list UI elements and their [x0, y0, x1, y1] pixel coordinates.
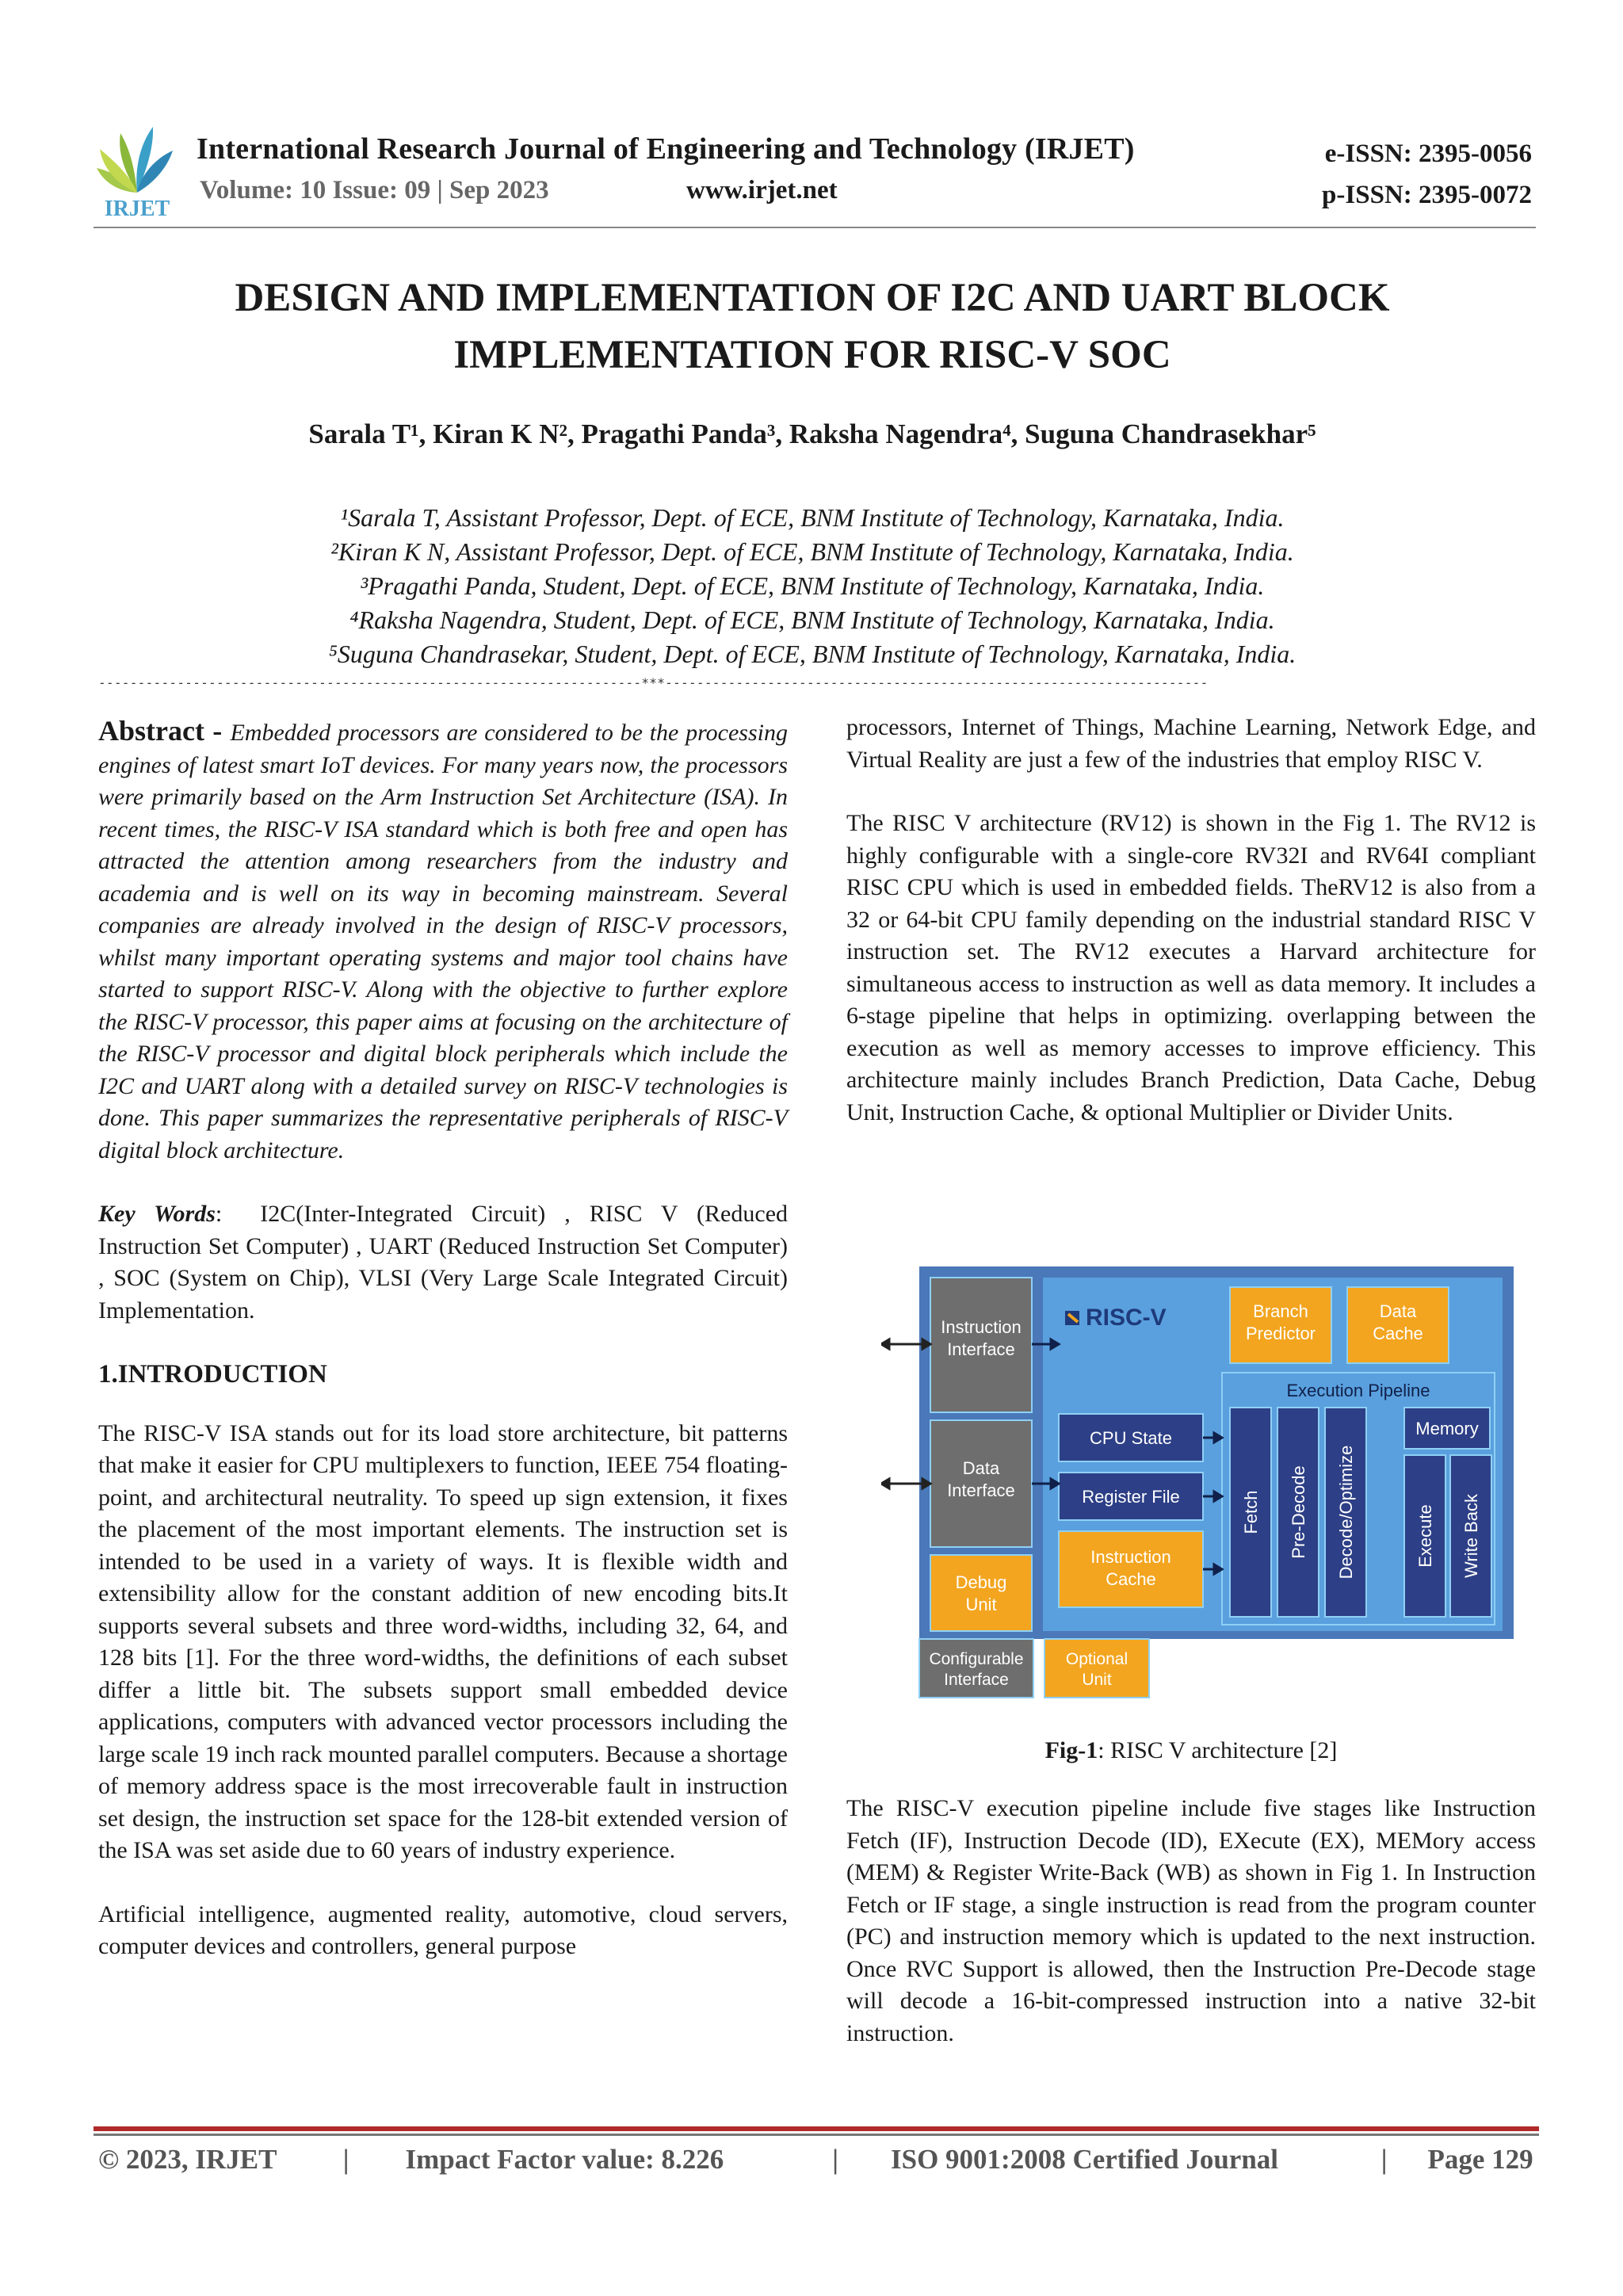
header-rule [94, 227, 1536, 228]
stage-label: Pre-Decode [1289, 1465, 1308, 1559]
intro-paragraph-2: Artificial intelligence, augmented reality, automotive, cloud servers, computer devices and controllers, general purpose [98, 1901, 788, 1959]
right-column-lower [846, 1793, 1536, 2081]
right-paragraph-1: processors, Internet of Things, Machine Learning, Network Edge, and Virtual Reality are just a few of the industries that employ RISC V. [846, 714, 1536, 773]
block-label: Data [1379, 1301, 1417, 1321]
block-label: Cache [1373, 1324, 1423, 1343]
left-column [98, 715, 788, 1995]
title-line-1: DESIGN AND IMPLEMENTATION OF I2C AND UART BLOCK [235, 276, 1390, 320]
footer-iso: ISO 9001:2008 Certified Journal [891, 2144, 1279, 2175]
leaf-icon [97, 127, 173, 193]
affiliation: ⁴Raksha Nagendra, Student, Dept. of ECE, BNM Institute of Technology, Karnataka, India. [349, 606, 1275, 634]
page-footer [98, 2144, 1533, 2176]
paper-title [119, 269, 1506, 384]
affiliation: ⁵Suguna Chandrasekar, Student, Dept. of ECE, BNM Institute of Technology, Karnataka, India. [328, 640, 1296, 668]
footer-page-number: Page 129 [1427, 2144, 1533, 2175]
footer-impact-factor: Impact Factor value: 8.226 [405, 2144, 724, 2175]
execution-pipeline-label: Execution Pipeline [1286, 1381, 1430, 1400]
keywords-heading: Key Words [98, 1201, 216, 1227]
block-label: Cache [1106, 1569, 1156, 1589]
block-label: Unit [965, 1595, 997, 1614]
website-link[interactable]: www.irjet.net [686, 176, 838, 204]
block-label: Optional [1065, 1650, 1128, 1668]
riscv-logo-text: RISC-V [1086, 1305, 1167, 1331]
affiliations [119, 501, 1506, 671]
pissn: p-ISSN: 2395-0072 [1322, 181, 1532, 209]
block-label: Interface [944, 1671, 1009, 1689]
debug-unit-block [930, 1555, 1032, 1631]
abstract-heading: Abstract - [98, 715, 231, 747]
issn-block [1322, 133, 1532, 216]
block-label: Instruction [1090, 1547, 1171, 1567]
footer-separator: | [1381, 2144, 1388, 2175]
block-label: Memory [1415, 1419, 1479, 1438]
stage-label: Write Back [1461, 1494, 1481, 1578]
footer-separator: | [342, 2144, 349, 2175]
abstract-text: Embedded processors are considered to be the processing engines of latest smart IoT devices. For many years now, the processors were primarily based on the Arm Instruction Set Architecture (ISA). In recent times, the RISC-V ISA standard which is both free and open has attracted the attention among researchers from the industry and academia and is well on its way in becoming mainstream. Several companies are already involved in the design of RISC-V processors, whilst many important operating systems and major tool chains have started to support RISC-V. Along with the objective to further explore the RISC-V processor, this paper aims at focusing on the architecture of the RISC-V processor and digital block peripherals which include the I2C and UART along with a detailed survey on RISC-V technologies is done. This paper summarizes the representative peripherals of RISC-V digital block architecture. [98, 720, 788, 1163]
affiliation: ²Kiran K N, Assistant Professor, Dept. of ECE, BNM Institute of Technology, Karnataka, India. [330, 537, 1294, 566]
figure-caption [846, 1737, 1536, 1764]
author-list: Sarala T¹, Kiran K N², Pragathi Panda³, Raksha Nagendra⁴, Suguna Chandrasekhar⁵ [308, 418, 1316, 449]
affiliation: ¹Sarala T, Assistant Professor, Dept. of ECE, BNM Institute of Technology, Karnataka, India. [340, 503, 1285, 532]
right-paragraph-2: The RISC V architecture (RV12) is shown in the Fig 1. The RV12 is highly configurable with a single-core RV32I and RV64I compliant RISC CPU which is used in embedded fields. TheRV12 is also from a 32 or 64-bit CPU family depending on the industrial standard RISC V instruction set. The RV12 executes a Harvard architecture for simultaneous access to instruction as well as data memory. It includes a 6-stage pipeline that helps in optimizing. overlapping between the execution as well as memory accesses to improve efficiency. This architecture mainly includes Branch Prediction, Data Cache, Debug Unit, Instruction Cache, & optional Multiplier or Divider Units. [846, 810, 1536, 1125]
footer-rule-thin [94, 2134, 1539, 2136]
stage-label: Decode/Optimize [1336, 1445, 1356, 1580]
keywords-colon: : [215, 1201, 223, 1227]
block-label: Data [962, 1458, 1000, 1478]
abstract [98, 715, 788, 1167]
keywords-text: I2C(Inter-Integrated Circuit) , RISC V (Reduced Instruction Set Computer) , UART (Reduced Instruction Set Computer) , SOC (System on Chip), VLSI (Very Large Scale Integrated Circuit) Implementation. [98, 1201, 789, 1324]
block-label: Unit [1082, 1671, 1112, 1689]
block-label: Instruction [941, 1317, 1022, 1337]
block-label: Branch [1253, 1301, 1308, 1321]
stage-label: Execute [1415, 1504, 1435, 1568]
right-paragraph-3: The RISC-V execution pipeline include five stages like Instruction Fetch (IF), Instruction Decode (ID), EXecute (EX), MEMory access (MEM) & Register Write-Back (WB) as shown in Fig 1. In Instruction Fetch or IF stage, a single instruction is read from the program counter (PC) and instruction memory which is updated to the next instruction. Once RVC Support is allowed, then the Instruction Pre-Decode stage will decode a 16-bit-compressed instruction into a native 32-bit instruction. [846, 1795, 1536, 2046]
title-line-2: IMPLEMENTATION FOR RISC-V SOC [453, 333, 1171, 377]
block-label: Debug [955, 1572, 1007, 1592]
block-label: Interface [947, 1339, 1015, 1359]
irjet-logo [94, 117, 181, 220]
volume-issue: Volume: 10 Issue: 09 | Sep 2023 [200, 176, 549, 204]
right-column [846, 712, 1536, 1160]
footer-separator: | [832, 2144, 838, 2175]
stage-label: Fetch [1241, 1490, 1261, 1534]
affiliation: ³Pragathi Panda, Student, Dept. of ECE, BNM Institute of Technology, Karnataka, India. [360, 571, 1265, 600]
eissn: e-ISSN: 2395-0056 [1324, 139, 1532, 168]
block-label: Predictor [1245, 1324, 1316, 1343]
logo-text: IRJET [104, 197, 170, 220]
footer-rule [94, 2126, 1539, 2131]
introduction-heading: 1.INTRODUCTION [98, 1360, 327, 1389]
block-label: Configurable [929, 1650, 1024, 1668]
block-label: Interface [947, 1480, 1015, 1500]
journal-name: International Research Journal of Engineering and Technology (IRJET) [197, 132, 1135, 166]
footer-copyright: © 2023, IRJET [98, 2144, 277, 2175]
caption-label: Fig-1 [1044, 1737, 1098, 1763]
block-label: Register File [1082, 1487, 1180, 1507]
risc-v-architecture-figure [881, 1265, 1515, 1699]
keywords [98, 1198, 788, 1327]
block-label: CPU State [1090, 1428, 1172, 1448]
intro-paragraph-1: The RISC-V ISA stands out for its load store architecture, bit patterns that make it easier for CPU multiplexers to function, IEEE 754 floating-point, and architectural neutrality. To speed up sign extension, it fixes the placement of the most important elements. The instruction set is intended to be used in a variety of ways. It is flexible width and extensibility allow for the constant addition of new encoding bits.It supports several subsets and three word-widths, including 32, 64, and 128 bits [1]. For the three word-widths, the definitions of each subset differ a little bit. The subsets support small embedded device applications, computers with advanced vector processors including the large scale 19 inch rack mounted parallel computers. Because a shortage of memory address space is the most irrecoverable fault in instruction set design, the instruction set space for the 128-bit extended version of the ISA was set aside due to 60 years of industry experience. [98, 1419, 788, 1863]
section-separator: ---------------------------------------------------------------------***--------------------------------------------------------------------- [98, 675, 1209, 690]
caption-text: : RISC V architecture [2] [1098, 1737, 1338, 1763]
